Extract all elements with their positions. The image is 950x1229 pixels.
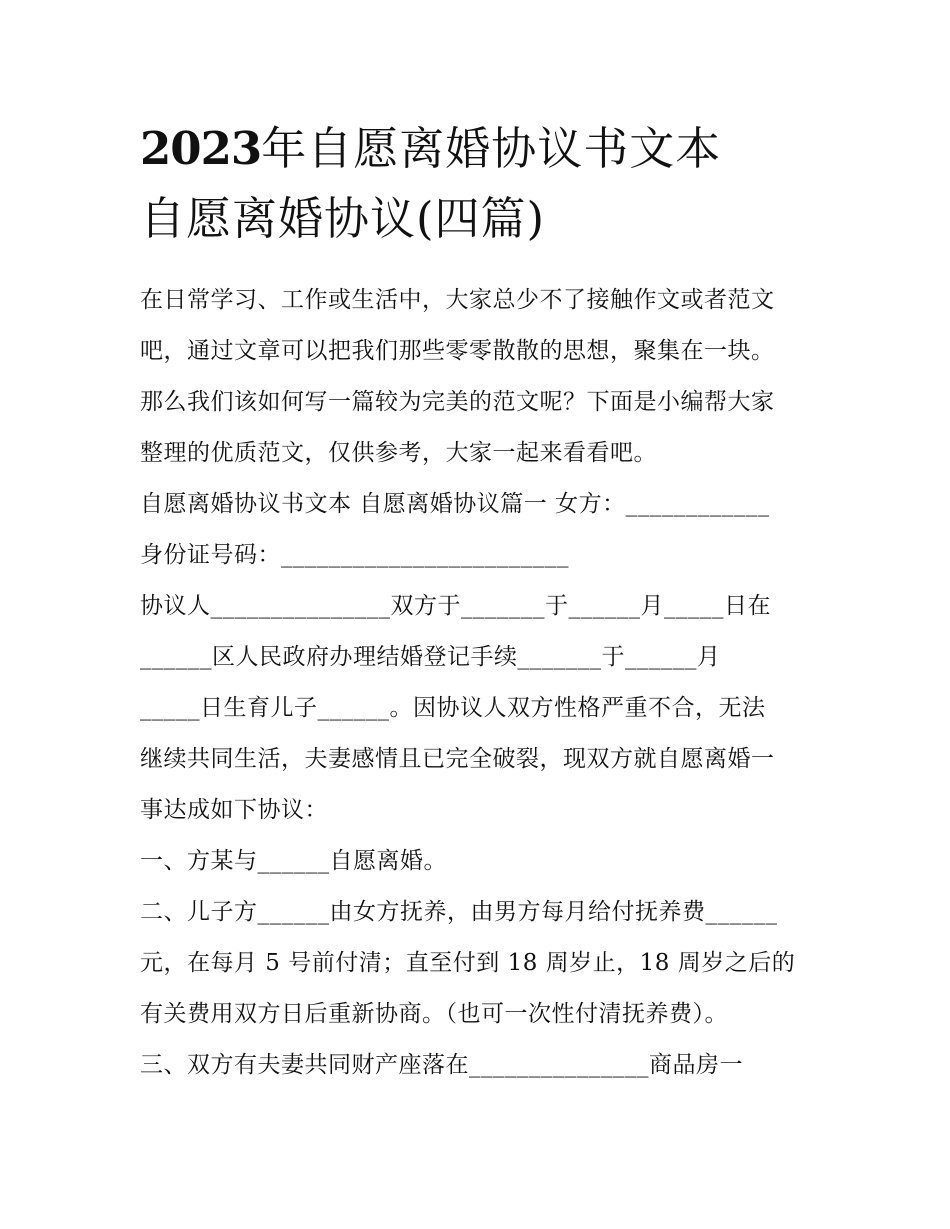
title-line-2: 自愿离婚协议(四篇) — [140, 192, 546, 245]
document-body — [140, 275, 820, 1091]
body-line: ______区人民政府办理结婚登记手续_______于______月 — [140, 644, 721, 670]
document-title — [140, 114, 840, 254]
title-year: 2023 — [140, 122, 262, 175]
body-line: 三、双方有夫妻共同财产座落在_______________商品房一 — [140, 1052, 743, 1078]
title-line-1 — [140, 114, 840, 184]
body-line: 元，在每月 5 号前付清；直至付到 18 周岁止，18 周岁之后的 — [140, 950, 796, 976]
body-line: _____日生育儿子______。因协议人双方性格严重不合，无法 — [140, 695, 766, 721]
body-line: 身份证号码：________________________ — [140, 542, 569, 568]
body-line: 自愿离婚协议书文本 自愿离婚协议篇一 女方：____________ — [140, 491, 770, 517]
body-line: 整理的优质范文，仅供参考，大家一起来看看吧。 — [140, 440, 657, 466]
body-line: 协议人_______________双方于_______于______月_____日在 — [140, 593, 771, 619]
body-line: 事达成如下协议： — [140, 797, 328, 823]
title-line-1-text: 年自愿离婚协议书文本 — [261, 122, 722, 175]
body-line: 继续共同生活，夫妻感情且已完全破裂，现双方就自愿离婚一 — [140, 746, 775, 772]
body-line: 吧，通过文章可以把我们那些零零散散的思想，聚集在一块。 — [140, 338, 775, 364]
body-line: 在日常学习、工作或生活中，大家总少不了接触作文或者范文 — [140, 287, 775, 313]
body-line: 二、儿子方______由女方抚养，由男方每月给付抚养费______ — [140, 899, 778, 925]
body-line: 那么我们该如何写一篇较为完美的范文呢？下面是小编帮大家 — [140, 389, 775, 415]
body-line: 一、方某与______自愿离婚。 — [140, 848, 447, 874]
body-line: 有关费用双方日后重新协商。（也可一次性付清抚养费）。 — [140, 1001, 728, 1027]
